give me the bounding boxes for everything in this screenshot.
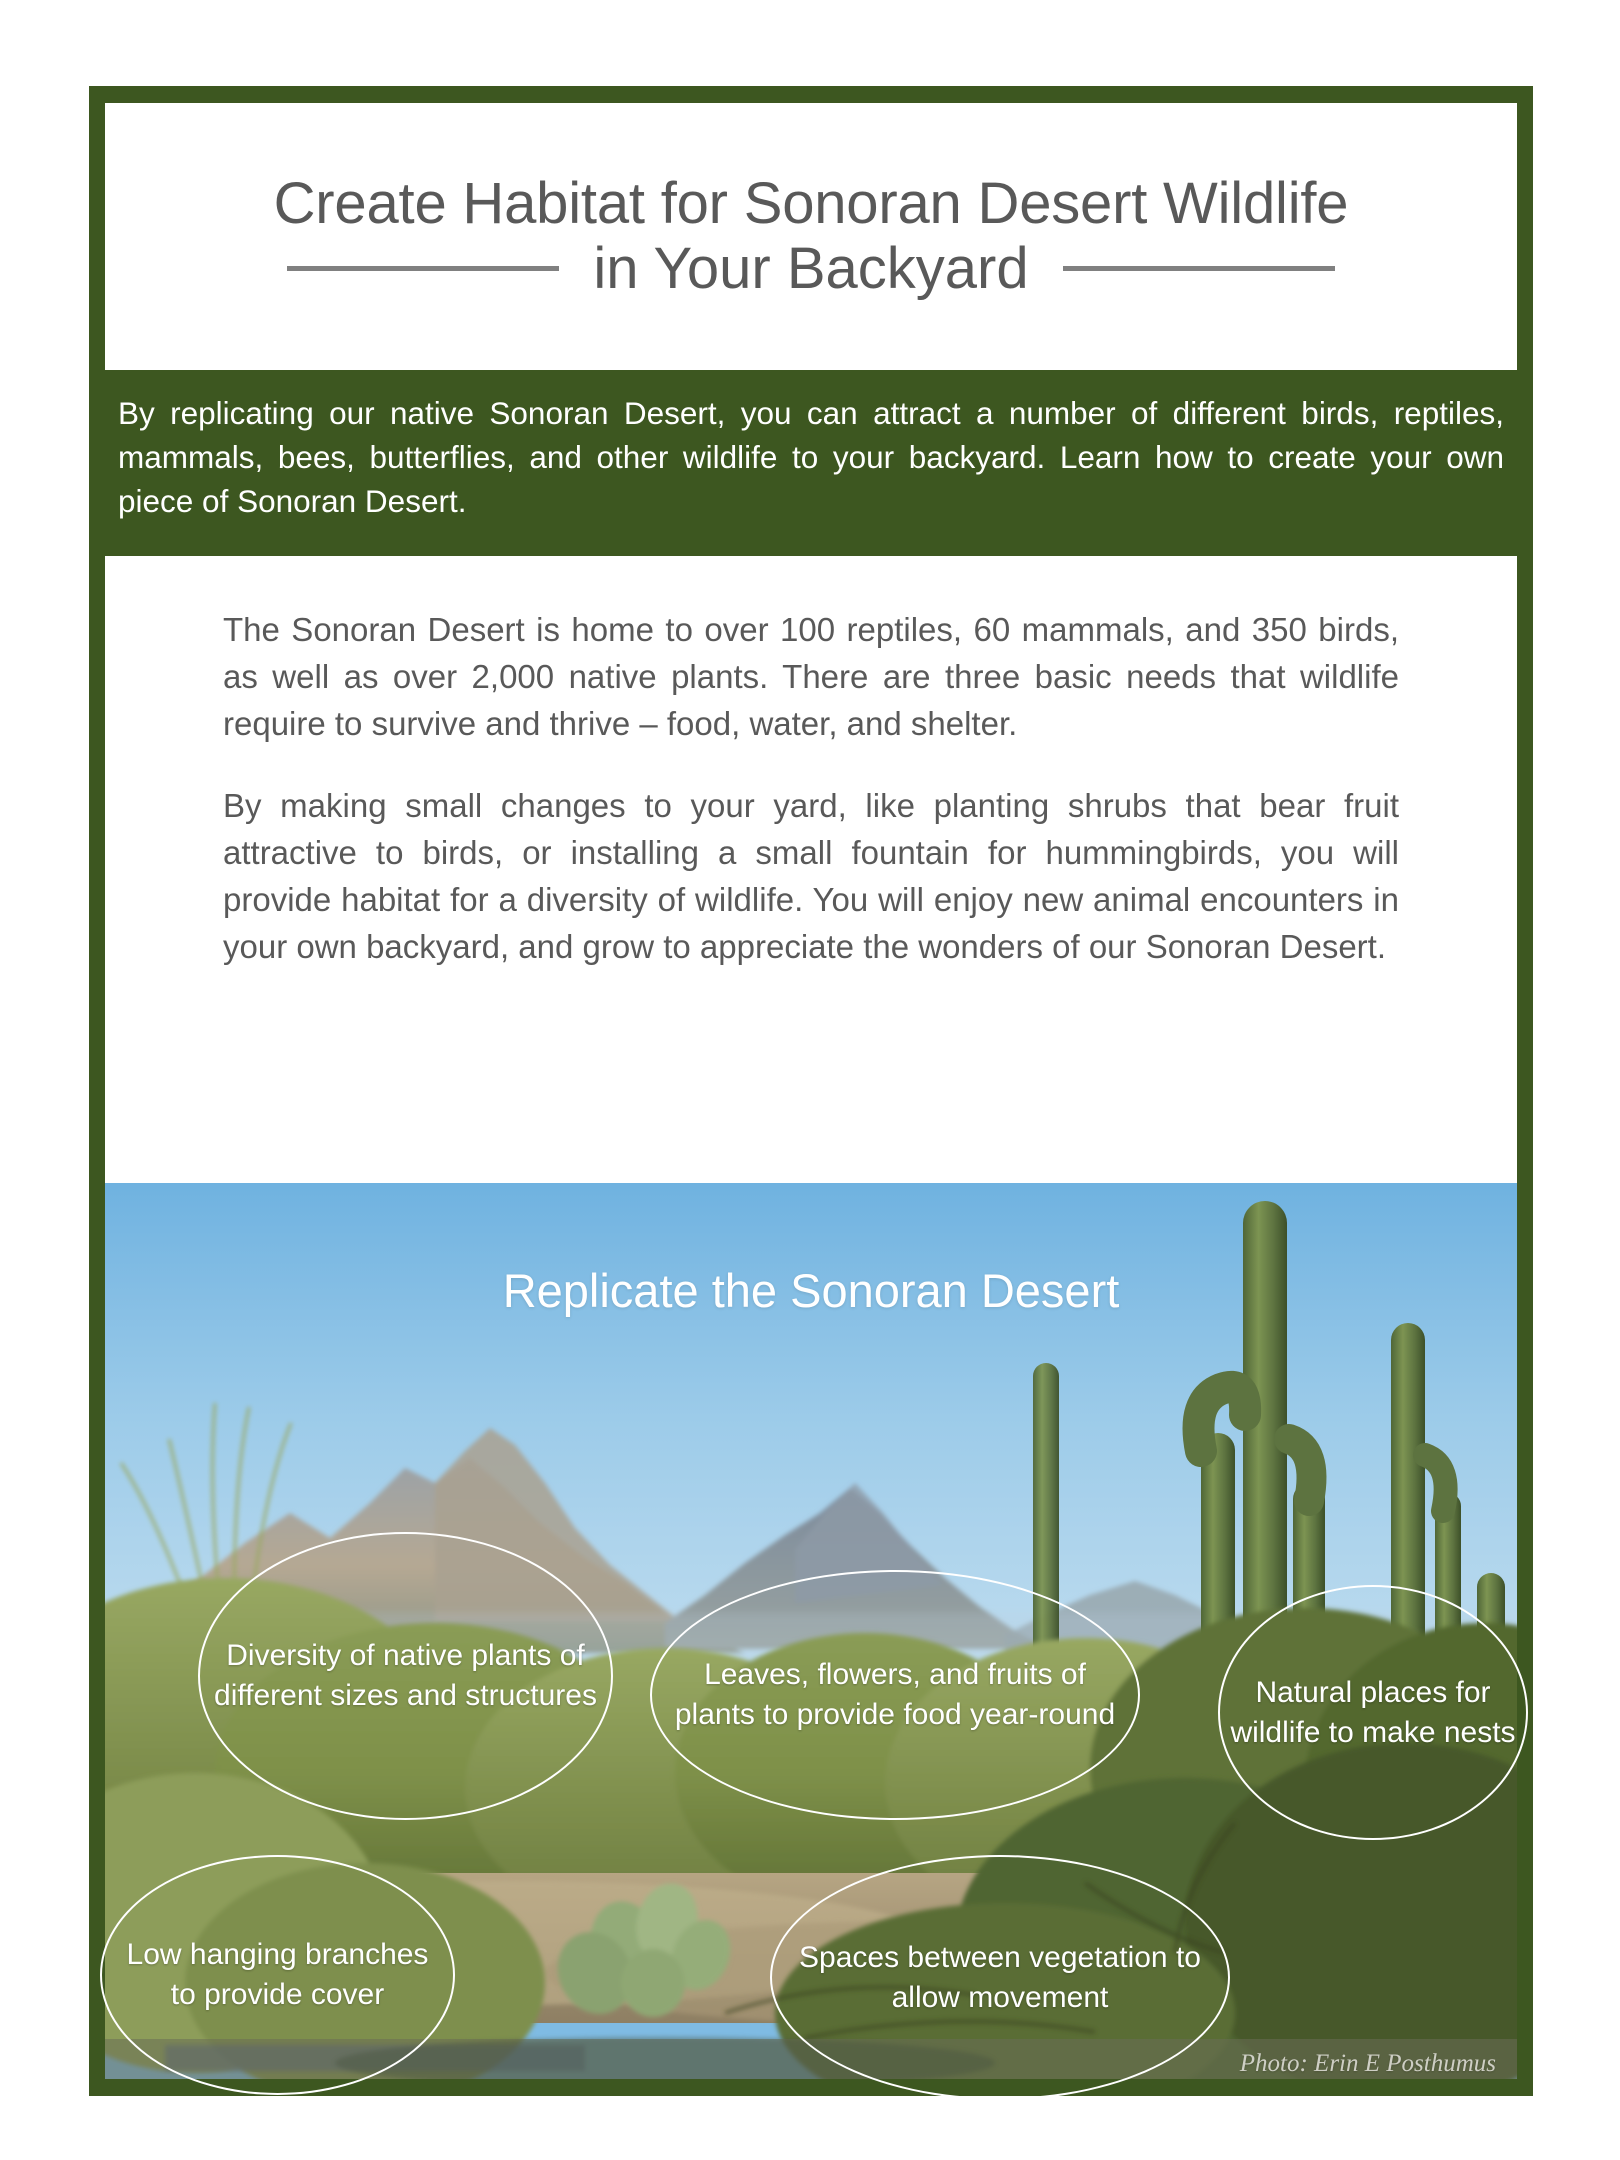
title-rule-right-icon bbox=[1063, 266, 1335, 271]
intro-banner-text: By replicating our native Sonoran Desert, you can attract a number of different birds, reptiles, mammals, bees, butterflies, and other wildlife to your backyard. Learn how to create your own piece of Sonoran Desert. bbox=[118, 395, 1504, 519]
intro-banner bbox=[105, 370, 1517, 556]
callout-2-text: Leaves, flowers, and fruits of plants to provide food year-round bbox=[674, 1658, 1116, 1731]
callout-spaces-between-vegetation bbox=[770, 1855, 1230, 2100]
title-line-2-row bbox=[105, 235, 1517, 301]
callout-leaves-flowers-fruits bbox=[650, 1570, 1140, 1820]
callout-3-text: Natural places for wildlife to make nests bbox=[1230, 1675, 1516, 1749]
photo-heading: Replicate the Sonoran Desert bbox=[502, 1264, 1120, 1317]
callout-low-hanging-branches bbox=[100, 1855, 455, 2095]
page-title-line-2: in Your Backyard bbox=[593, 235, 1029, 301]
callout-natural-nest-places bbox=[1218, 1585, 1528, 1840]
title-rule-left-icon bbox=[287, 266, 559, 271]
callout-4-text: Low hanging branches to provide cover bbox=[126, 1938, 429, 2011]
callout-1-text: Diversity of native plants of different sizes and structures bbox=[214, 1639, 597, 1712]
photo-credit: Photo: Erin E Posthumus bbox=[1239, 2050, 1496, 2077]
title-block bbox=[105, 103, 1517, 370]
body-paragraph-1: The Sonoran Desert is home to over 100 reptiles, 60 mammals, and 350 birds, as well as over 2,000 native plants. There are three basic needs that wildlife require to survive and thrive – food, water, and shelter. bbox=[223, 611, 1399, 743]
callout-5-text: Spaces between vegetation to allow movement bbox=[799, 1940, 1201, 2014]
page-title-line-1: Create Habitat for Sonoran Desert Wildlife bbox=[273, 170, 1349, 236]
callout-diversity-native-plants bbox=[198, 1532, 613, 1820]
body-paragraph-2: By making small changes to your yard, like planting shrubs that bear fruit attractive to birds, or installing a small fountain for hummingbirds, you will provide habitat for a diversity of wildlife. You will enjoy new animal encounters in your own backyard, and grow to appreciate the wonders of our Sonoran Desert. bbox=[223, 786, 1399, 966]
body-text-block bbox=[105, 556, 1517, 1183]
